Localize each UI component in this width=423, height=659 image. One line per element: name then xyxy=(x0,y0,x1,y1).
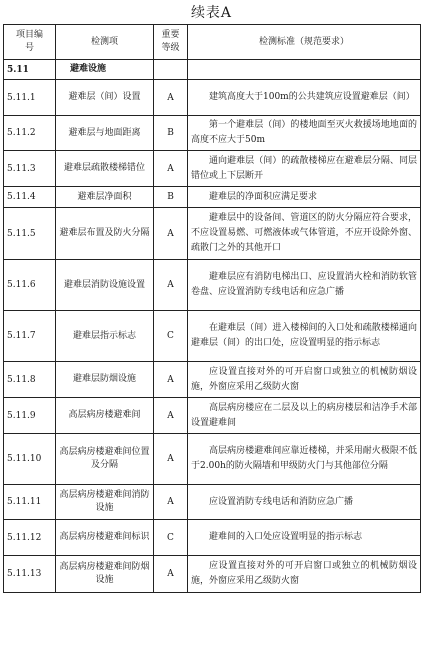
table-row xyxy=(4,116,421,151)
row-standard: 建筑高度大于100m的公共建筑应设置避难层（间） xyxy=(188,80,421,116)
row-number: 5.11.4 xyxy=(4,187,56,208)
row-grade: A xyxy=(154,260,188,311)
row-number: 5.11.3 xyxy=(4,151,56,187)
table-row xyxy=(4,208,421,260)
row-number: 5.11.13 xyxy=(4,556,56,593)
table-row xyxy=(4,434,421,485)
row-item: 避难层净面积 xyxy=(56,187,154,208)
row-number: 5.11.2 xyxy=(4,116,56,151)
section-title: 避难设施 xyxy=(56,60,154,80)
row-standard: 应设置直接对外的可开启窗口或独立的机械防烟设施，外窗应采用乙级防火窗 xyxy=(188,362,421,398)
row-standard: 高层病房楼应在二层及以上的病房楼层和洁净手术部设置避难间 xyxy=(188,398,421,434)
row-item: 避难层（间）设置 xyxy=(56,80,154,116)
header-item: 检测项 xyxy=(56,25,154,60)
row-number: 5.11.9 xyxy=(4,398,56,434)
table-row xyxy=(4,80,421,116)
table-row xyxy=(4,362,421,398)
row-grade: C xyxy=(154,520,188,556)
row-standard: 第一个避难层（间）的楼地面至灭火救援场地地面的高度不应大于50m xyxy=(188,116,421,151)
row-number: 5.11.7 xyxy=(4,311,56,362)
row-number: 5.11.11 xyxy=(4,485,56,520)
row-item: 高层病房楼避难间位置及分隔 xyxy=(56,434,154,485)
row-grade: B xyxy=(154,187,188,208)
row-item: 避难层指示标志 xyxy=(56,311,154,362)
section-number: 5.11 xyxy=(4,60,56,80)
row-item: 避难层与地面距离 xyxy=(56,116,154,151)
table-row xyxy=(4,187,421,208)
row-grade: A xyxy=(154,556,188,593)
table-row xyxy=(4,485,421,520)
row-standard: 高层病房楼避难间应靠近楼梯，并采用耐火极限不低于2.00h的防火隔墙和甲级防火门与其他部位分隔 xyxy=(188,434,421,485)
row-standard: 避难层的净面积应满足要求 xyxy=(188,187,421,208)
header-standard: 检测标准（规范要求） xyxy=(188,25,421,60)
row-number: 5.11.6 xyxy=(4,260,56,311)
row-grade: A xyxy=(154,208,188,260)
row-standard: 在避难层（间）进入楼梯间的入口处和疏散楼梯通向避难层（间）的出口处，应设置明显的指示标志 xyxy=(188,311,421,362)
row-grade: A xyxy=(154,80,188,116)
row-item: 高层病房楼避难间消防设施 xyxy=(56,485,154,520)
table-row xyxy=(4,398,421,434)
inspection-table xyxy=(3,24,421,593)
row-item: 避难层布置及防火分隔 xyxy=(56,208,154,260)
row-grade: A xyxy=(154,485,188,520)
row-standard: 应设置直接对外的可开启窗口或独立的机械防烟设施，外窗应采用乙级防火窗 xyxy=(188,556,421,593)
row-item: 避难层消防设施设置 xyxy=(56,260,154,311)
row-grade: A xyxy=(154,398,188,434)
row-number: 5.11.8 xyxy=(4,362,56,398)
row-standard: 避难间的入口处应设置明显的指示标志 xyxy=(188,520,421,556)
table-row xyxy=(4,151,421,187)
section-row xyxy=(4,60,421,80)
section-standard-cell xyxy=(188,60,421,80)
page-title: 续表A xyxy=(190,5,233,21)
header-grade: 重要等级 xyxy=(154,25,188,60)
row-number: 5.11.1 xyxy=(4,80,56,116)
row-grade: A xyxy=(154,151,188,187)
table-row xyxy=(4,520,421,556)
row-item: 高层病房楼避难间防烟设施 xyxy=(56,556,154,593)
row-number: 5.11.10 xyxy=(4,434,56,485)
row-grade: B xyxy=(154,116,188,151)
row-standard: 通向避难层（间）的疏散楼梯应在避难层分隔、同层错位或上下层断开 xyxy=(188,151,421,187)
table-row xyxy=(4,556,421,593)
row-standard: 应设置消防专线电话和消防应急广播 xyxy=(188,485,421,520)
section-grade-cell xyxy=(154,60,188,80)
row-number: 5.11.12 xyxy=(4,520,56,556)
row-item: 避难层防烟设施 xyxy=(56,362,154,398)
row-item: 高层病房楼避难间标识 xyxy=(56,520,154,556)
row-standard: 避难层中的设备间、管道区的防火分隔应符合要求，不应设置易燃、可燃液体或气体管道，不应开设除外窗、疏散门之外的其他开口 xyxy=(188,208,421,260)
table-header-row xyxy=(4,25,421,60)
row-grade: A xyxy=(154,434,188,485)
row-standard: 避难层应有消防电梯出口、应设置消火栓和消防软管卷盘、应设置消防专线电话和应急广播 xyxy=(188,260,421,311)
row-number: 5.11.5 xyxy=(4,208,56,260)
row-grade: A xyxy=(154,362,188,398)
table-row xyxy=(4,311,421,362)
row-item: 高层病房楼避难间 xyxy=(56,398,154,434)
table-row xyxy=(4,260,421,311)
header-number: 项目编号 xyxy=(4,25,56,60)
row-grade: C xyxy=(154,311,188,362)
row-item: 避难层疏散楼梯错位 xyxy=(56,151,154,187)
